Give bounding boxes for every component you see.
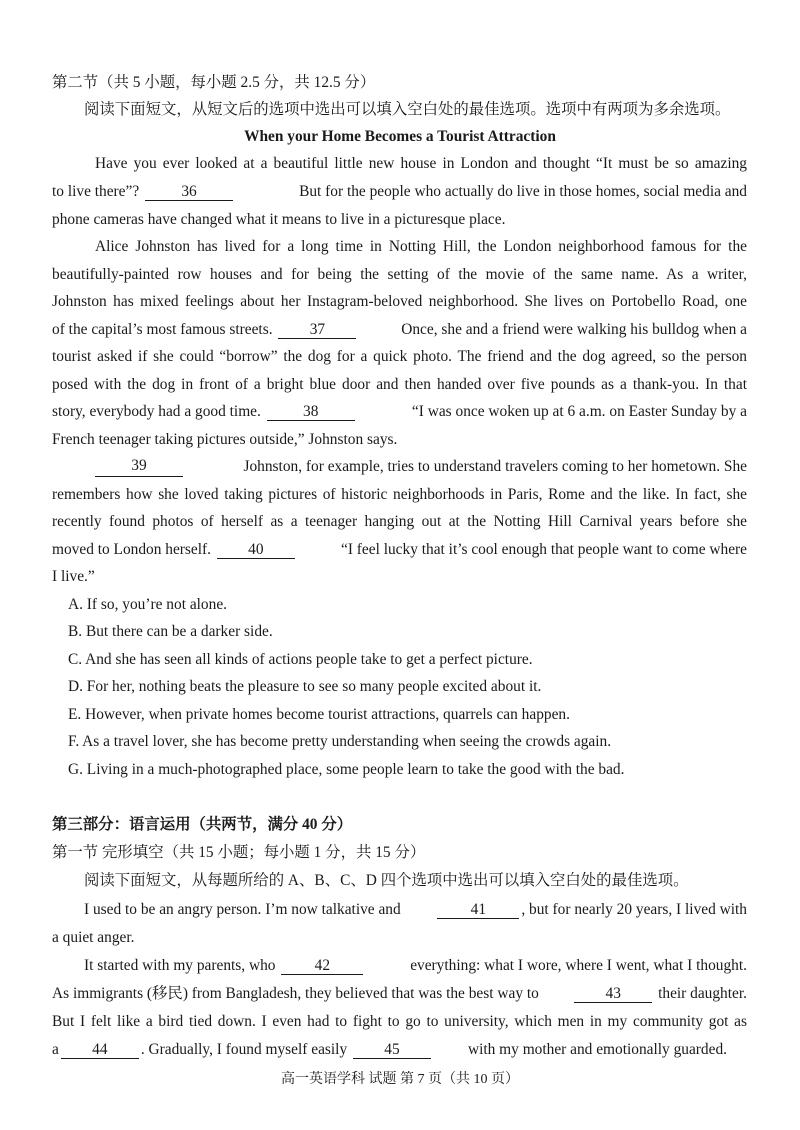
passage-text: their daughter. — [658, 985, 747, 1002]
blank-37[interactable]: 37 — [278, 321, 356, 339]
passage-text: story, everybody had a good time. — [52, 403, 261, 420]
passage-line: a quiet anger. — [52, 929, 135, 946]
passage-line — [84, 956, 747, 976]
blank-42[interactable]: 42 — [281, 957, 363, 975]
section-heading: 第一节 完形填空（共 15 小题；每小题 1 分，共 15 分） — [52, 844, 426, 861]
passage-line: beautifully-painted row houses and for being the setting of the movie of the same name. As a writer, — [52, 266, 747, 283]
passage-text: But for the people who actually do live in those homes, social media and — [299, 183, 747, 200]
passage-line: phone cameras have changed what it means to live in a picturesque place. — [52, 211, 506, 228]
passage-text: It started with my parents, who — [84, 957, 276, 974]
passage-line: Johnston has mixed feelings about her Instagram-beloved neighborhood. She lives on Portobello Road, one — [52, 293, 747, 310]
blank-44[interactable]: 44 — [61, 1041, 139, 1059]
passage-line — [52, 984, 747, 1004]
passage-text: of the capital’s most famous streets. — [52, 321, 273, 338]
passage-title: When your Home Becomes a Tourist Attraction — [244, 128, 556, 145]
option-b[interactable]: B. But there can be a darker side. — [68, 623, 273, 640]
passage-line: But I felt like a bird tied down. I even had to fight to go to university, which men in my community got as — [52, 1013, 747, 1030]
passage-line — [84, 900, 747, 920]
passage-text: As immigrants (移民) from Bangladesh, they believed that was the best way to — [52, 985, 539, 1002]
passage-line: recently found photos of herself as a teenager hanging out at the Notting Hill Carnival years before she — [52, 513, 747, 530]
option-e[interactable]: E. However, when private homes become tourist attractions, quarrels can happen. — [68, 706, 570, 723]
blank-41[interactable]: 41 — [437, 901, 519, 919]
section-instruction: 阅读下面短文，从短文后的选项中选出可以填入空白处的最佳选项。选项中有两项为多余选项。 — [84, 101, 731, 118]
passage-text: everything: what I wore, where I went, what I thought. — [410, 957, 747, 974]
blank-39[interactable]: 39 — [95, 457, 183, 477]
option-g[interactable]: G. Living in a much-photographed place, some people learn to take the good with the bad. — [68, 761, 625, 778]
option-d[interactable]: D. For her, nothing beats the pleasure to see so many people excited about it. — [68, 678, 542, 695]
blank-40[interactable]: 40 — [217, 541, 295, 559]
page-footer: 高一英语学科 试题 第 7 页（共 10 页） — [281, 1072, 519, 1087]
passage-text: a — [52, 1041, 59, 1058]
blank-43[interactable]: 43 — [574, 985, 652, 1003]
passage-line — [52, 1040, 727, 1060]
passage-line — [52, 182, 747, 202]
passage-line: posed with the dog in front of a bright blue door and then handed over five pounds as a thank-you. In that — [52, 376, 747, 393]
passage-text: , but for nearly 20 years, I lived with — [521, 901, 747, 918]
passage-text: moved to London herself. — [52, 541, 212, 558]
passage-line: tourist asked if she could “borrow” the dog for a quick photo. The friend and the dog agreed, so the person — [52, 348, 747, 365]
passage-text: “I was once woken up at 6 a.m. on Easter Sunday by a — [411, 403, 747, 420]
passage-line — [52, 402, 747, 422]
passage-line — [52, 540, 747, 560]
passage-text: Once, she and a friend were walking his bulldog when a — [401, 321, 747, 338]
blank-45[interactable]: 45 — [353, 1041, 431, 1059]
passage-line — [93, 457, 747, 477]
section-instruction: 阅读下面短文，从每题所给的 A、B、C、D 四个选项中选出可以填入空白处的最佳选项。 — [84, 872, 689, 889]
passage-line — [52, 320, 747, 340]
section-heading: 第二节（共 5 小题，每小题 2.5 分，共 12.5 分） — [52, 74, 376, 91]
passage-text: “I feel lucky that it’s cool enough that people want to come where — [340, 541, 747, 558]
passage-line: Have you ever looked at a beautiful little new house in London and thought “It must be so amazing — [95, 155, 747, 172]
passage-text: . Gradually, I found myself easily — [140, 1041, 348, 1058]
passage-text: with my mother and emotionally guarded. — [467, 1041, 727, 1058]
passage-text: Johnston, for example, tries to understand travelers coming to her hometown. She — [243, 458, 747, 475]
blank-36[interactable]: 36 — [145, 183, 233, 201]
passage-line: Alice Johnston has lived for a long time in Notting Hill, the London neighborhood famous for the — [95, 238, 747, 255]
passage-text: to live there”? — [52, 183, 140, 200]
part-heading: 第三部分：语言运用（共两节，满分 40 分） — [52, 816, 353, 833]
option-f[interactable]: F. As a travel lover, she has become pretty understanding when seeing the crowds again. — [68, 733, 612, 750]
passage-line: French teenager taking pictures outside,” Johnston says. — [52, 431, 398, 448]
option-c[interactable]: C. And she has seen all kinds of actions people take to get a perfect picture. — [68, 651, 533, 668]
passage-line: remembers how she loved taking pictures of historic neighborhoods in Paris, Rome and the like. In fact, she — [52, 486, 747, 503]
passage-line: I live.” — [52, 568, 95, 585]
option-a[interactable]: A. If so, you’re not alone. — [68, 596, 227, 613]
passage-text: I used to be an angry person. I’m now talkative and — [84, 901, 401, 918]
blank-38[interactable]: 38 — [267, 403, 355, 421]
